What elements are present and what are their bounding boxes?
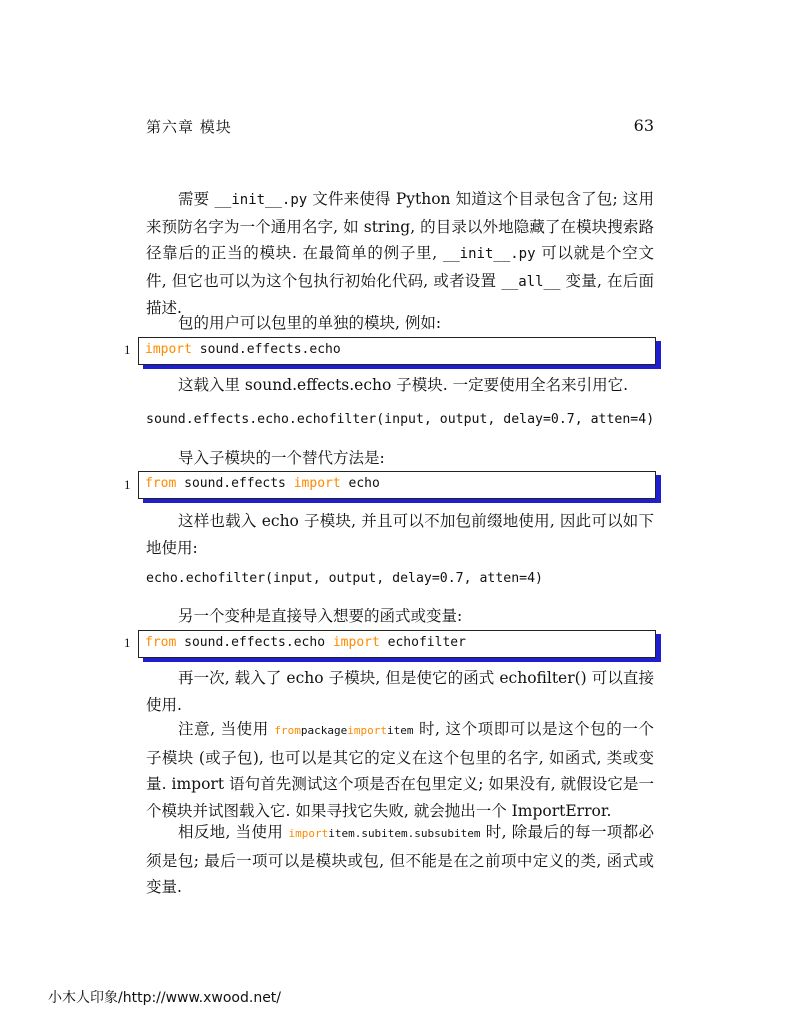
page-header (146, 116, 654, 138)
inline-code: item.subitem.subsubitem (328, 827, 481, 840)
code-block-from-import (138, 471, 656, 499)
keyword: import (288, 827, 329, 840)
keyword: from (274, 724, 301, 737)
paragraph-direct-use: 再一次, 载入了 echo 子模块, 但是使它的函式 echofilter() 可以直接使用. (146, 669, 654, 714)
code-line-number: 1 (124, 342, 131, 357)
code-text: sound.effects.echo (191, 342, 341, 357)
text: 可以就是个空文件, 但它也可以为这个包执行初始化代码, 或者设置 (146, 244, 654, 290)
code-text: sound.effects.echo (176, 635, 333, 650)
code-text: echo (340, 476, 380, 491)
code-line (145, 476, 380, 491)
paragraph-alternative: 导入子模块的一个替代方法是: (178, 449, 385, 467)
code-text: sound.effects (176, 476, 294, 491)
paragraph-echo-no-prefix: 这样也载入 echo 子模块, 并且可以不加包前缀地使用, 因此可以如下地使用: (146, 512, 654, 557)
paragraph-full-name: 这载入里 sound.effects.echo 子模块. 一定要使用全名来引用它. (178, 376, 629, 394)
code-block-from-import-func (138, 630, 656, 658)
text: 文件来使得 Python 知道这个目录包含了包; 这用来预防名字为一个通用名字, 如 string, 的目录以外地隐藏了在模块搜索路径靠后的正当的模块. 在最简单的例子里, (146, 190, 654, 262)
paragraph-variant: 另一个变种是直接导入想要的函式或变量: (178, 607, 463, 625)
inline-code: package (300, 724, 348, 737)
keyword: import (347, 724, 387, 737)
code-line-number: 1 (124, 635, 131, 650)
chapter-title: 第六章 模块 (146, 118, 232, 136)
text: 注意, 当使用 (178, 720, 275, 738)
paragraph-from-package-note (146, 716, 654, 824)
keyword: from (145, 635, 177, 650)
text: 时, 这个项即可以是这个包的一个子模块 (或子包), 也可以是其它的定义在这个包里的名字, 如函式, 类或变量. import 语句首先测试这个项是否在包里定义; 如果没有, 就假设它是一个模块并试图载入它. 如果寻找它失败, 就会抛出一个 ImportError. (146, 720, 654, 820)
paragraph-import-item-note (146, 819, 654, 901)
code-line-short-call: echo.echofilter(input, output, delay=0.7, atten=4) (146, 571, 543, 586)
keyword: import (145, 342, 192, 357)
code-text: echofilter (379, 635, 466, 650)
paragraph-import-example-intro: 包的用户可以包里的单独的模块, 例如: (178, 314, 442, 332)
inline-code: __init__.py (442, 246, 536, 262)
code-line (145, 635, 466, 650)
page-number: 63 (633, 116, 654, 135)
code-line-number: 1 (124, 477, 131, 492)
keyword: import (332, 635, 380, 650)
code-block-import (138, 337, 656, 365)
inline-code: __init__.py (214, 192, 308, 208)
keyword: import (293, 476, 341, 491)
inline-code: item (386, 724, 414, 737)
inline-code: __all__ (501, 273, 561, 290)
text: 变量, 在后面描述. (146, 271, 654, 317)
text: 相反地, 当使用 (178, 823, 289, 841)
keyword: from (145, 476, 177, 491)
code-line-full-call: sound.effects.echo.echofilter(input, output, delay=0.7, atten=4) (146, 412, 655, 427)
code-line (145, 342, 341, 357)
text: 需要 (178, 190, 215, 208)
paragraph-init-py (146, 186, 654, 322)
footer-watermark: 小木人印象/http://www.xwood.net/ (48, 990, 282, 1006)
text: 时, 除最后的每一项都必须是包; 最后一项可以是模块或包, 但不能是在之前项中定义的类, 函式或变量. (146, 823, 654, 896)
